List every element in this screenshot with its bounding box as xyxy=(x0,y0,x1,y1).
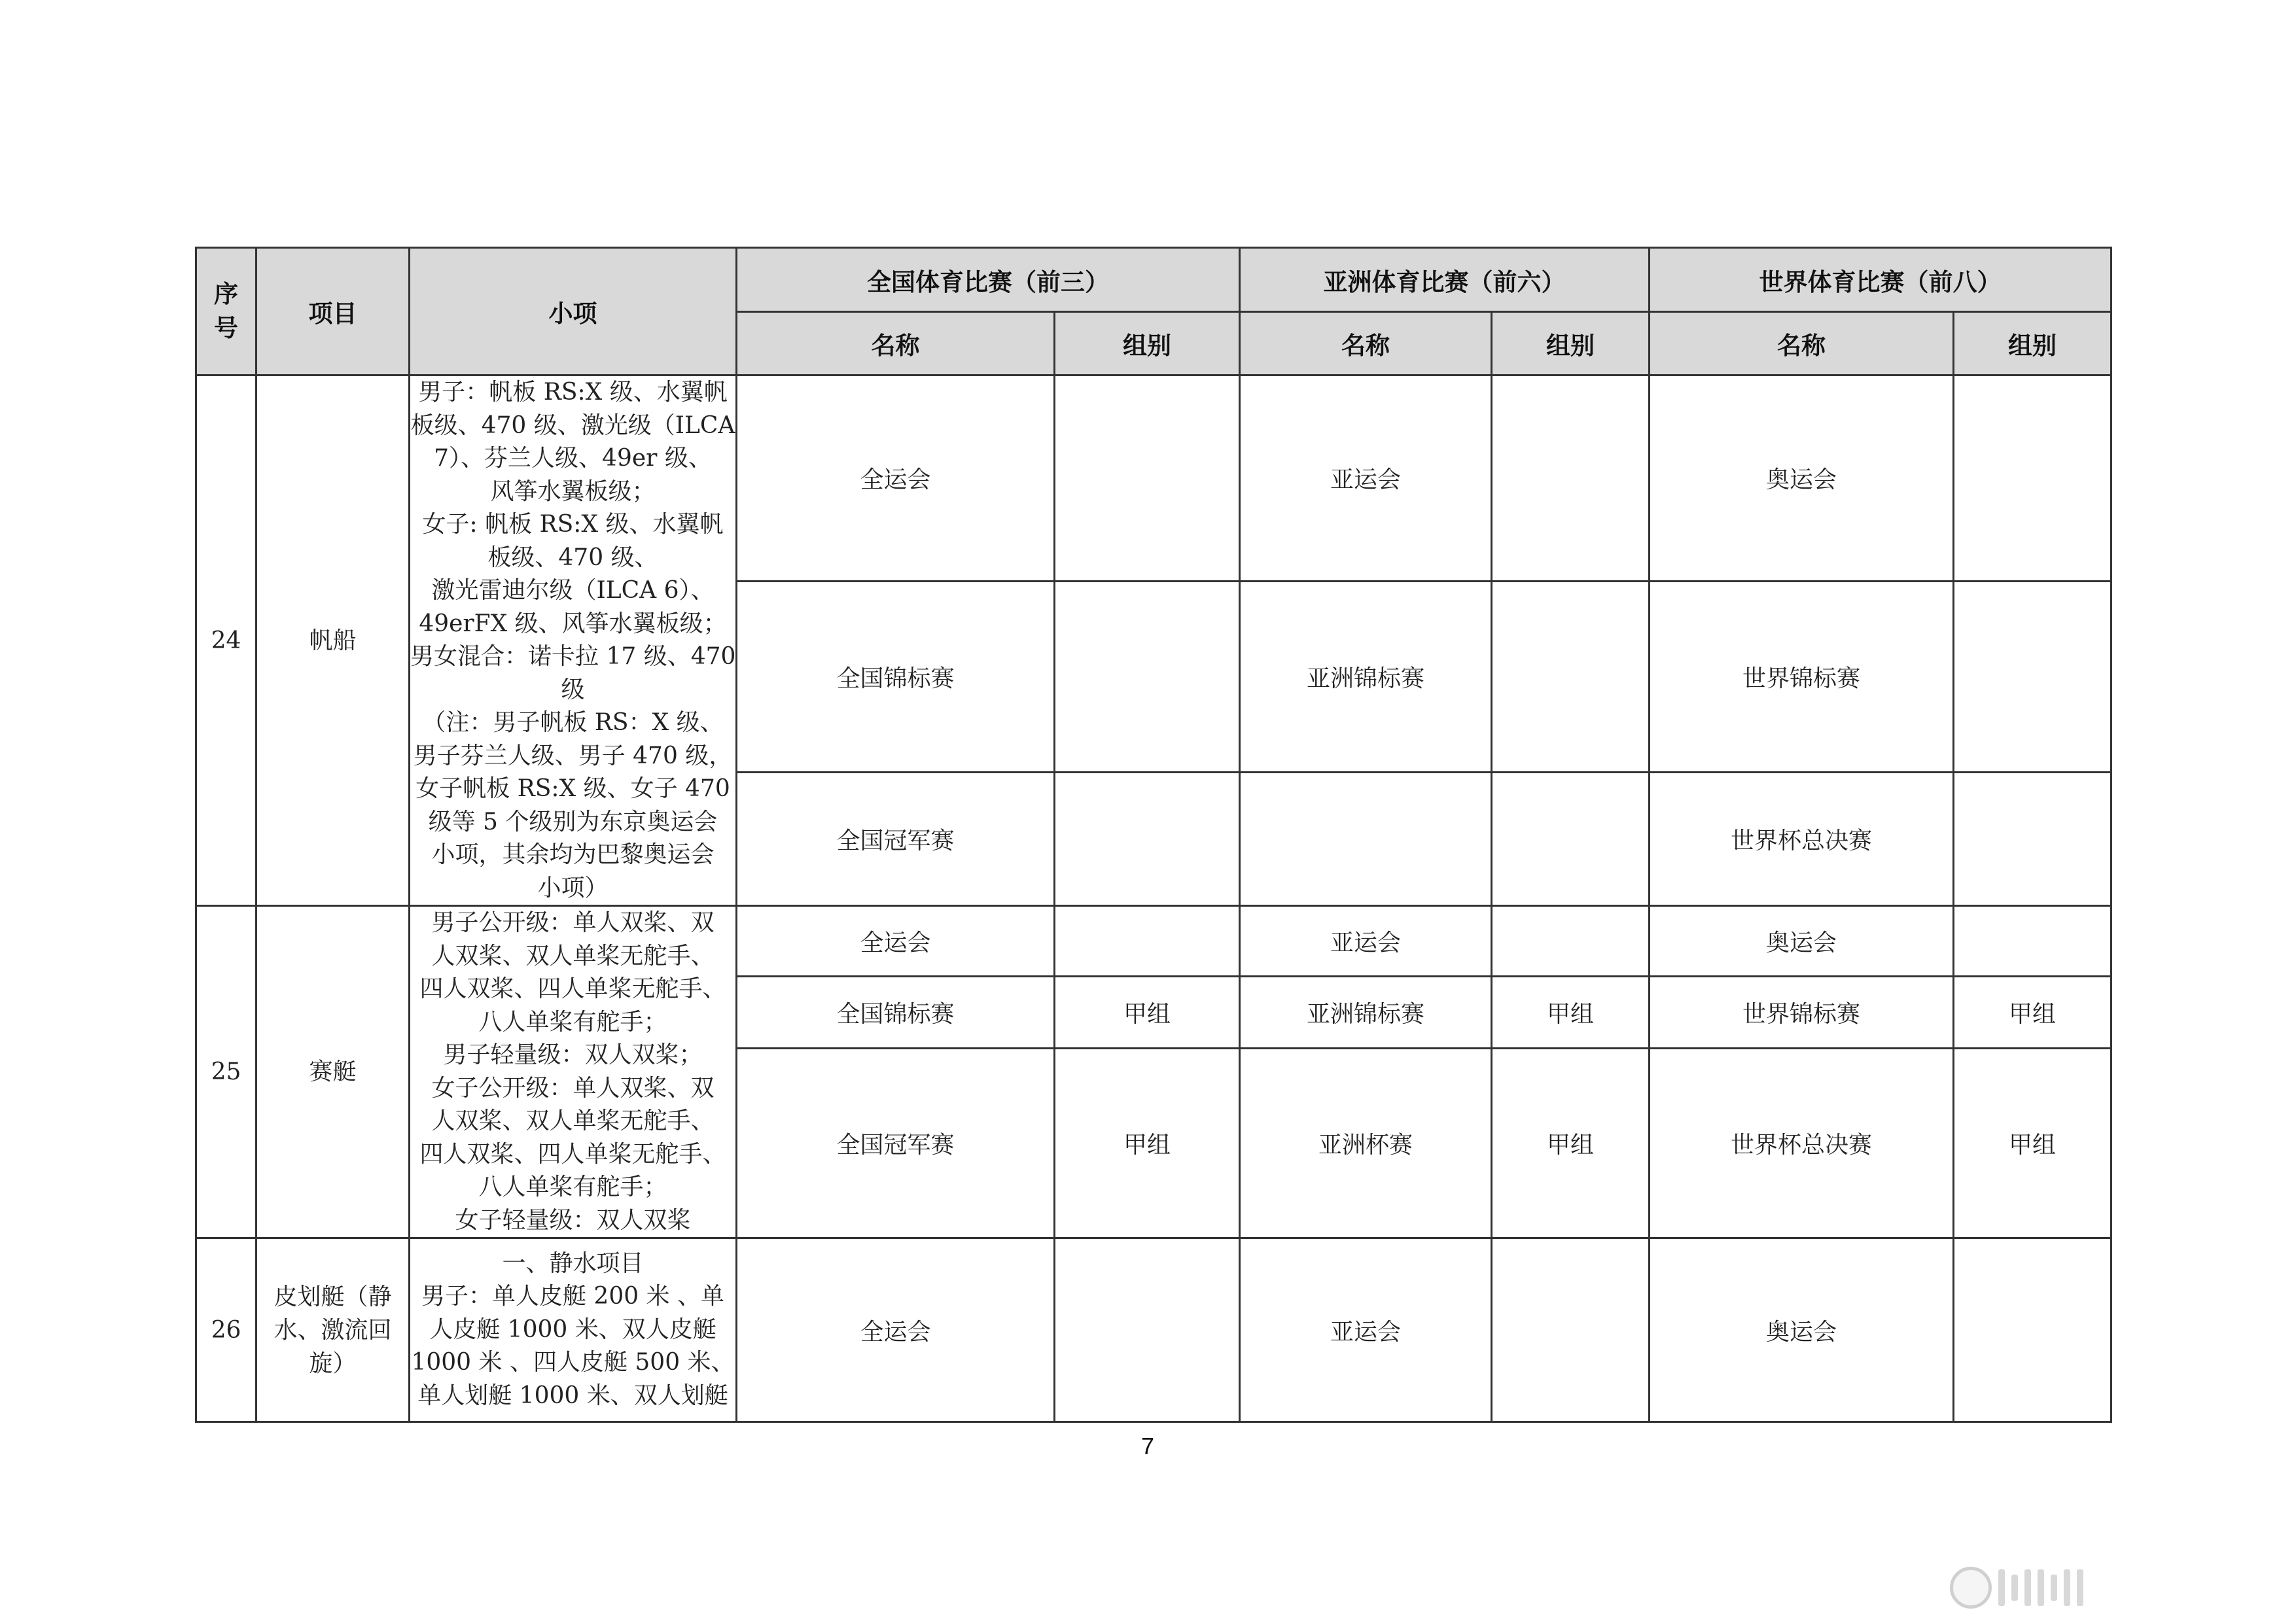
text-line: 男女混合：诺卡拉 17 级、470 xyxy=(410,643,736,670)
asian-group xyxy=(1492,1238,1650,1422)
text-line: 人双桨、双人单桨无舵手、 xyxy=(431,942,715,969)
competition-table xyxy=(195,247,2112,1423)
asian-event: 亚运会 xyxy=(1240,375,1492,582)
asian-group: 甲组 xyxy=(1492,1049,1650,1238)
text-line: 八人单桨有舵手； xyxy=(478,1174,667,1200)
header-sub: 小项 xyxy=(410,248,737,375)
header-national: 全国体育比赛（前三） xyxy=(737,248,1240,312)
national-group xyxy=(1055,581,1240,772)
text-line: 女子公开级：单人双桨、双 xyxy=(431,1074,715,1102)
world-group xyxy=(1954,581,2111,772)
world-event: 奥运会 xyxy=(1650,1238,1954,1422)
text-line: 四人双桨、四人单桨无舵手、 xyxy=(419,975,726,1002)
header-seq xyxy=(196,248,256,375)
world-group: 甲组 xyxy=(1954,976,2111,1049)
text-line: 级等 5 个级别为东京奥运会 xyxy=(428,808,718,835)
world-group: 甲组 xyxy=(1954,1049,2111,1238)
text-line: 板级、470 级、激光级（ILCA xyxy=(410,411,735,439)
national-event: 全国锦标赛 xyxy=(737,976,1055,1049)
text-line: 风筝水翼板级； xyxy=(490,478,656,505)
text-line: 八人单桨有舵手； xyxy=(478,1008,667,1036)
row-sub-items xyxy=(410,1238,737,1422)
row-number: 25 xyxy=(196,906,256,1238)
text-line: 板级、470 级、 xyxy=(487,544,658,571)
national-group: 甲组 xyxy=(1055,976,1240,1049)
text-line: 小项，其余均为巴黎奥运会 xyxy=(431,841,715,868)
header-asian: 亚洲体育比赛（前六） xyxy=(1240,248,1650,312)
asian-event: 亚运会 xyxy=(1240,1238,1492,1422)
asian-event: 亚洲锦标赛 xyxy=(1240,976,1492,1049)
text-line: 男子：帆板 RS:X 级、水翼帆 xyxy=(418,379,728,406)
header-world-group: 组别 xyxy=(1954,312,2111,375)
logo-bar xyxy=(1998,1569,2005,1606)
row-project: 帆船 xyxy=(256,375,410,906)
logo-bar xyxy=(2064,1569,2070,1606)
text-line: 49erFX 级、风筝水翼板级； xyxy=(419,610,727,637)
text-line: （注：男子帆板 RS：X 级、 xyxy=(422,709,724,736)
asian-event: 亚洲锦标赛 xyxy=(1240,581,1492,772)
national-event: 全运会 xyxy=(737,906,1055,977)
asian-event: 亚运会 xyxy=(1240,906,1492,977)
text-line: 男子：单人皮艇 200 米 、单 xyxy=(421,1283,725,1310)
text-line: 人皮艇 1000 米、双人皮艇 xyxy=(429,1316,716,1343)
text-line: 一、静水项目 xyxy=(502,1249,644,1277)
text-line: 男子轻量级：双人双桨； xyxy=(443,1041,703,1068)
national-group xyxy=(1055,375,1240,582)
row-sub-items xyxy=(410,375,737,906)
text-line: 人双桨、双人单桨无舵手、 xyxy=(431,1108,715,1134)
text-line: 女子: 帆板 RS:X 级、水翼帆 xyxy=(422,511,724,538)
page-number: 7 xyxy=(1140,1433,1155,1459)
national-event: 全运会 xyxy=(737,1238,1055,1422)
national-event: 全国冠军赛 xyxy=(737,1049,1055,1238)
national-group xyxy=(1055,772,1240,905)
text-line: 旋） xyxy=(309,1350,357,1377)
national-group: 甲组 xyxy=(1055,1049,1240,1238)
world-event: 世界锦标赛 xyxy=(1650,976,1954,1049)
national-event: 全国冠军赛 xyxy=(737,772,1055,905)
asian-group xyxy=(1492,375,1650,582)
asian-event xyxy=(1240,772,1492,905)
world-group xyxy=(1954,906,2111,977)
world-event: 世界杯总决赛 xyxy=(1650,772,1954,905)
text-line: 单人划艇 1000 米、双人划艇 xyxy=(417,1382,728,1409)
header-asian-group: 组别 xyxy=(1492,312,1650,375)
world-event: 奥运会 xyxy=(1650,906,1954,977)
national-event: 全运会 xyxy=(737,375,1055,582)
header-project: 项目 xyxy=(256,248,410,375)
world-group xyxy=(1954,1238,2111,1422)
logo-bar xyxy=(2038,1569,2044,1606)
header-world-name: 名称 xyxy=(1650,312,1954,375)
text-line: 女子帆板 RS:X 级、女子 470 xyxy=(415,775,730,802)
row-project xyxy=(256,1238,410,1422)
table-row xyxy=(196,375,2111,582)
text-line: 女子轻量级：双人双桨 xyxy=(455,1206,691,1234)
asian-event: 亚洲杯赛 xyxy=(1240,1049,1492,1238)
text-line: 皮划艇（静 xyxy=(274,1283,392,1310)
row-number: 24 xyxy=(196,375,256,906)
logo-bar xyxy=(2077,1569,2083,1606)
world-group xyxy=(1954,772,2111,905)
table-row xyxy=(196,906,2111,977)
world-event: 世界锦标赛 xyxy=(1650,581,1954,772)
text-line: 四人双桨、四人单桨无舵手、 xyxy=(419,1140,726,1168)
row-project: 赛艇 xyxy=(256,906,410,1238)
world-event: 奥运会 xyxy=(1650,375,1954,582)
table-row xyxy=(196,1238,2111,1422)
logo-icon xyxy=(1950,1567,2083,1609)
header-seq-2: 号 xyxy=(214,314,238,342)
text-line: 小项） xyxy=(537,874,609,901)
logo-bar xyxy=(2011,1575,2018,1601)
header-national-name: 名称 xyxy=(737,312,1055,375)
text-line: 7）、芬兰人级、49er 级、 xyxy=(434,445,712,472)
national-group xyxy=(1055,906,1240,977)
world-group xyxy=(1954,375,2111,582)
text-line: 级 xyxy=(561,676,585,703)
logo-bar xyxy=(2024,1569,2031,1606)
national-event: 全国锦标赛 xyxy=(737,581,1055,772)
row-sub-items xyxy=(410,906,737,1238)
asian-group xyxy=(1492,772,1650,905)
asian-group xyxy=(1492,906,1650,977)
world-event: 世界杯总决赛 xyxy=(1650,1049,1954,1238)
text-line: 水、激流回 xyxy=(274,1316,392,1344)
header-seq-1: 序 xyxy=(214,280,238,308)
text-line: 男子公开级：单人双桨、双 xyxy=(431,909,715,936)
logo-circle xyxy=(1950,1567,1992,1609)
national-group xyxy=(1055,1238,1240,1422)
text-line: 1000 米 、四人皮艇 500 米、 xyxy=(411,1349,735,1376)
header-row-1 xyxy=(196,248,2111,312)
row-number: 26 xyxy=(196,1238,256,1422)
text-line: 男子芬兰人级、男子 470 级， xyxy=(413,742,733,769)
header-world: 世界体育比赛（前八） xyxy=(1650,248,2111,312)
header-national-group: 组别 xyxy=(1055,312,1240,375)
asian-group xyxy=(1492,581,1650,772)
logo-bar xyxy=(2051,1575,2057,1601)
text-line: 激光雷迪尔级（ILCA 6）、 xyxy=(431,577,715,604)
header-asian-name: 名称 xyxy=(1240,312,1492,375)
asian-group: 甲组 xyxy=(1492,976,1650,1049)
